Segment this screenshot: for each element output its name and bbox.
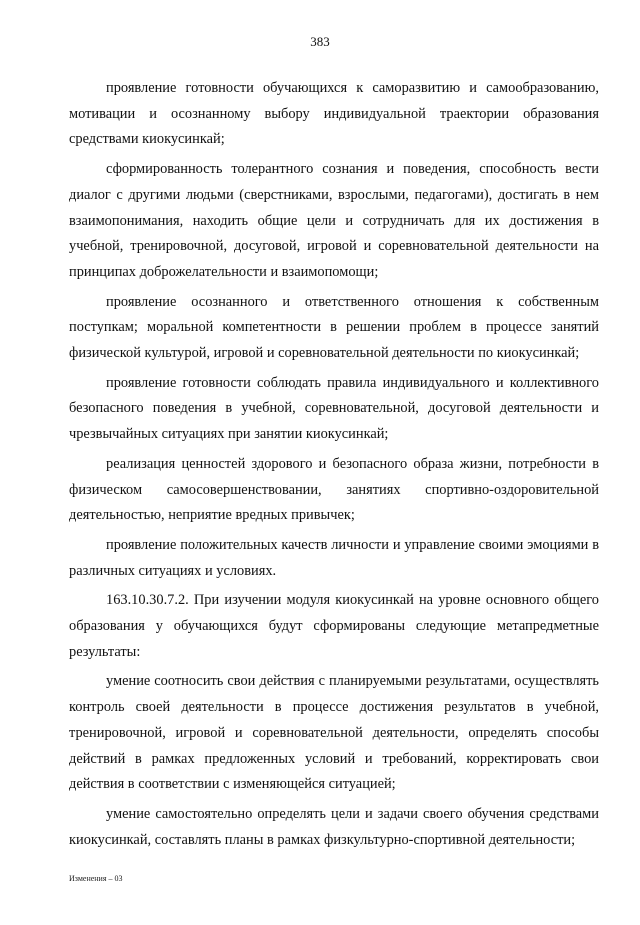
paragraph-8: умение соотносить свои действия с планируемыми результатами, осуществлять контроль своей деятельности в процессе достижения результатов в учебной, тренировочной, игровой и соревновательной деятельности, определять способы действий в рамках предложенных условий и требований, корректировать свои действия в соответствии с изменяющейся ситуацией; <box>69 673 599 793</box>
paragraph-4: проявление готовности соблюдать правила индивидуального и коллективного безопасного поведения в учебной, соревновательной, досуговой деятельности и чрезвычайных ситуациях при занятии киокусинкай; <box>69 374 599 443</box>
paragraph-9: умение самостоятельно определять цели и задачи своего обучения средствами киокусинкай, составлять планы в рамках физкультурно-спортивной деятельности; <box>69 805 599 848</box>
paragraph-6: проявление положительных качеств личности и управление своими эмоциями в различных ситуациях и условиях. <box>69 536 599 579</box>
paragraph-3: проявление осознанного и ответственного отношения к собственным поступкам; моральной компетентности в решении проблем в процессе занятий физической культурой, игровой и соревновательной деятельности по киокусинкай; <box>69 293 599 362</box>
paragraph-1: проявление готовности обучающихся к саморазвитию и самообразованию, мотивации и осознанному выбору индивидуальной траектории образования средствами киокусинкай; <box>69 80 599 148</box>
paragraph-7: 163.10.30.7.2. При изучении модуля киокусинкай на уровне основного общего образования у обучающихся будут сформированы следующие метапредметные результаты: <box>69 592 599 660</box>
revision-note: Изменения – 03 <box>69 874 123 883</box>
paragraph-5: реализация ценностей здорового и безопасного образа жизни, потребности в физическом самосовершенствовании, занятиях спортивно-оздоровительной деятельностью, неприятие вредных привычек; <box>69 455 599 524</box>
body-text <box>69 76 599 853</box>
page-number: 383 <box>310 34 330 49</box>
paragraph-2: сформированность толерантного сознания и поведения, способность вести диалог с другими людьми (сверстниками, взрослыми, педагогами), достигать в нем взаимопонимания, находить общие цели и сотрудничать для их достижения в учебной, тренировочной, досуговой, игровой и соревновательной деятельности на принципах доброжелательности и взаимопомощи; <box>69 161 599 280</box>
